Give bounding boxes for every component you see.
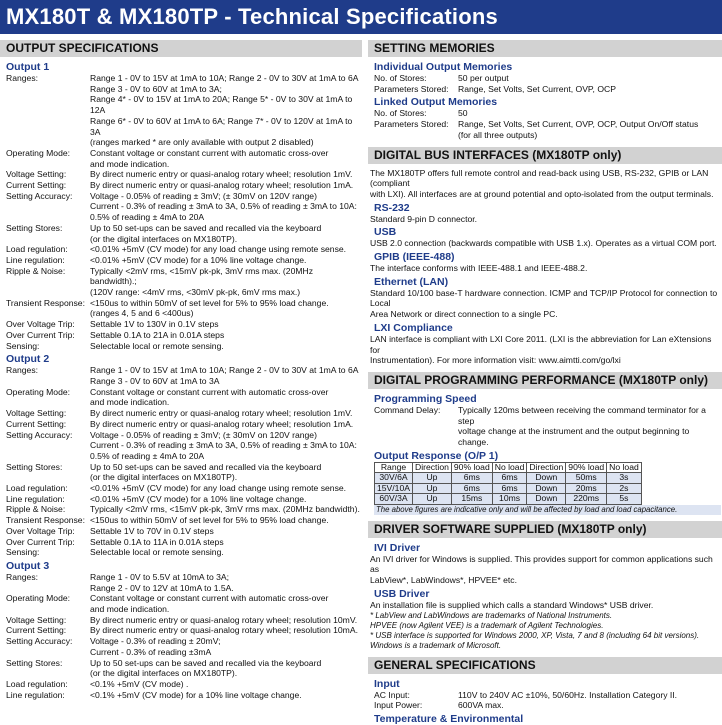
bus-interface-title: Ethernet (LAN) (374, 275, 449, 288)
output3-spec-row (0, 679, 362, 690)
spec-value: 50 (458, 108, 468, 119)
output2-spec-row (0, 504, 362, 515)
table-cell: 15V/10A (375, 483, 413, 494)
spec-value: By direct numeric entry or quasi-analog rotary wheel; resolution 10mA. (90, 625, 358, 636)
output2-spec-row (0, 537, 362, 548)
spec-label: Over Voltage Trip: (6, 319, 75, 330)
spec-value: Selectable local or remote sensing. (90, 340, 224, 351)
spec-label: Over Current Trip: (6, 536, 75, 547)
spec-label: Voltage Setting: (6, 408, 67, 419)
spec-label: Setting Accuracy: (6, 190, 73, 201)
driver-software-heading: DRIVER SOFTWARE SUPPLIED (MX180TP only) (368, 521, 722, 538)
spec-label: Over Voltage Trip: (6, 525, 75, 536)
linked-memories-title: Linked Output Memories (374, 96, 498, 109)
output-response-title: Output Response (O/P 1) (374, 449, 499, 462)
output2-spec-row (0, 365, 362, 386)
output3-spec-row (0, 690, 362, 701)
output3-spec-row (0, 593, 362, 614)
spec-value: Range 1 - 0V to 15V at 1mA to 10A; Range 2 - 0V to 30V at 1mA to 6A Range 3 - 0V to 60V at 1mA to 3A; Range 4* - 0V to 15V at 1mA to 20A; Range 5* - 0V to 30V at 1mA to 12A Range 6* - 0V to 60V at 1mA to 6A; Range 7* - 0V to 120V at 1mA to 3A (ranges marked * are only available with output 2 disabled) (90, 73, 359, 148)
spec-label: No. of Stores: (374, 108, 427, 119)
spec-value: By direct numeric entry or quasi-analog rotary wheel; resolution 1mA. (90, 418, 354, 429)
spec-label: Parameters Stored: (374, 119, 449, 130)
spec-value: Voltage - 0.05% of reading ± 3mV; (± 30mV on 120V range) Current - 0.3% of reading ± 3mA to 3A, 0.5% of reading ± 3mA to 10A: 0.5% of reading ± 4mA to 20A (90, 190, 357, 223)
spec-label: Ripple & Noise: (6, 265, 66, 276)
spec-value: 600VA max. (458, 700, 504, 711)
spec-value: Voltage - 0.3% of reading ± 20mV; Current - 0.3% of reading ±3mA (90, 636, 221, 657)
spec-label: Setting Stores: (6, 461, 63, 472)
spec-value: <150us to within 50mV of set level for 5% to 95% load change. (90, 515, 329, 526)
output-response-table (374, 462, 642, 505)
spec-value: <0.1% +5mV (CV mode) for a 10% line voltage change. (90, 689, 302, 700)
spec-label: Load regulation: (6, 244, 68, 255)
spec-label: Setting Stores: (6, 222, 63, 233)
spec-value: By direct numeric entry or quasi-analog rotary wheel; resolution 1mA. (90, 180, 354, 191)
spec-label: Load regulation: (6, 678, 68, 689)
spec-label: Ranges: (6, 571, 39, 582)
spec-label: AC Input: (374, 689, 410, 700)
spec-value: By direct numeric entry or quasi-analog rotary wheel; resolution 1mV. (90, 169, 353, 180)
output3-spec-row (0, 615, 362, 626)
bus-interface-text: Standard 9-pin D connector. (370, 213, 478, 224)
bus-interface-title: RS-232 (374, 201, 410, 214)
spec-label: Current Setting: (6, 180, 67, 191)
table-cell: 10ms (492, 494, 527, 505)
table-header: No load (607, 462, 642, 473)
output1-spec-row (0, 169, 362, 180)
spec-label: No. of Stores: (374, 73, 427, 83)
table-row (375, 483, 642, 494)
spec-value: Range 1 - 0V to 15V at 1mA to 10A; Range 2 - 0V to 30V at 1mA to 6A Range 3 - 0V to 60V at 1mA to 3A (90, 365, 359, 386)
output2-spec-row (0, 408, 362, 419)
bus-interface-text: Standard 10/100 base-T hardware connection. ICMP and TCP/IP Protocol for connection to Local Area Network or direct connection to a single PC. (370, 287, 718, 320)
trademark-notes: * LabView and LabWindows are trademarks of National Instruments. HPVEE (now Agilent VEE) is a trademark of Agilent Technologies. * USB interface is supported for Windows 2000, XP, Vista, 7 and 8 (including 64 bit versions). Windows is a trademark of Microsoft. (370, 610, 700, 650)
spec-label: Operating Mode: (6, 386, 71, 397)
output1-spec-row (0, 148, 362, 169)
table-header: Range (375, 462, 413, 473)
spec-label: Over Current Trip: (6, 329, 75, 340)
table-cell: 6ms (492, 473, 527, 484)
spec-value: 50 per output (458, 73, 509, 83)
table-cell: 3s (607, 473, 642, 484)
output2-title: Output 2 (6, 353, 50, 366)
output2-spec-row (0, 494, 362, 505)
spec-label: Parameters Stored: (374, 83, 449, 94)
digital-bus-heading: DIGITAL BUS INTERFACES (MX180TP only) (368, 147, 722, 164)
programming-performance-heading: DIGITAL PROGRAMMING PERFORMANCE (MX180TP only) (368, 372, 722, 389)
title-bar (0, 0, 722, 34)
left-column (0, 40, 362, 700)
usb-driver-text: An installation file is supplied which calls a standard Windows* USB driver. (370, 599, 654, 610)
spec-value: <150us to within 50mV of set level for 5% to 95% load change. (ranges 4, 5 and 6 <400us) (90, 297, 329, 319)
spec-value: Range 1 - 0V to 5.5V at 10mA to 3A; Range 2 - 0V to 12V at 10mA to 1.5A. (90, 571, 234, 593)
output3-spec-row (0, 625, 362, 636)
output1-spec-row (0, 319, 362, 330)
command-delay-label: Command Delay: (374, 404, 441, 415)
output1-spec-row (0, 244, 362, 255)
spec-value: Selectable local or remote sensing. (90, 547, 224, 558)
table-cell: 50ms (566, 473, 607, 484)
spec-value: Typically <2mV rms, <15mV pk-pk, 3mV rms max. (20MHz bandwidth). (90, 504, 360, 515)
output3-spec-row (0, 636, 362, 657)
spec-label: Current Setting: (6, 418, 67, 429)
spec-label: Line regulation: (6, 493, 65, 504)
spec-label: Transient Response: (6, 515, 85, 526)
table-cell: 20ms (566, 483, 607, 494)
table-header: 90% load (451, 462, 492, 473)
output1-spec-row (0, 223, 362, 244)
temperature-title: Temperature & Environmental (374, 712, 524, 725)
spec-label: Setting Stores: (6, 657, 63, 668)
right-column (368, 40, 722, 725)
table-cell: 6ms (451, 483, 492, 494)
output1-spec-row (0, 298, 362, 319)
table-note: The above figures are indicative only and will be affected by load and load capacitance. (374, 505, 721, 515)
spec-value: Settable 1V to 70V in 0.1V steps (90, 525, 214, 536)
table-row (375, 494, 642, 505)
spec-value: Up to 50 set-ups can be saved and recalled via the keyboard (or the digital interfaces on MX180TP). (90, 657, 322, 679)
setting-memories-heading: SETTING MEMORIES (368, 40, 722, 57)
spec-value: <0.01% +5mV (CV mode) for a 10% line voltage change. (90, 493, 307, 504)
output2-spec-row (0, 483, 362, 494)
spec-label: Transient Response: (6, 297, 85, 308)
spec-label: Sensing: (6, 547, 40, 558)
table-cell: 2s (607, 483, 642, 494)
table-row (375, 473, 642, 484)
spec-value: Voltage - 0.05% of reading ± 3mV; (± 30mV on 120V range) Current - 0.3% of reading ± 3mA to 3A, 0.5% of reading ± 3mA to 10A: 0.5% of reading ± 4mA to 20A (90, 429, 357, 461)
table-cell: 60V/3A (375, 494, 413, 505)
spec-value: Constant voltage or constant current with automatic cross-over and mode indication. (90, 147, 329, 169)
table-header: Direction (527, 462, 566, 473)
spec-value: Constant voltage or constant current with automatic cross-over and mode indication. (90, 386, 329, 408)
bus-interface-text: LAN interface is compliant with LXI Core 2011. (LXI is the abbreviation for Lan eXtensions for Instrumentation). For more information visit: www.aimtti.com/go/lxi (370, 333, 712, 366)
individual-memory-row (368, 73, 722, 84)
bus-interface-title: GPIB (IEEE-488) (374, 251, 455, 264)
table-cell: 6ms (492, 483, 527, 494)
table-header: Direction (412, 462, 451, 473)
output3-spec-row (0, 572, 362, 593)
output1-spec-row (0, 191, 362, 223)
general-spec-row (368, 700, 722, 711)
output2-spec-row (0, 462, 362, 483)
output2-spec-row (0, 419, 362, 430)
output1-spec-row (0, 255, 362, 266)
output-specs-heading: OUTPUT SPECIFICATIONS (0, 40, 362, 57)
ivi-driver-title: IVI Driver (374, 541, 421, 554)
general-specs-heading: GENERAL SPECIFICATIONS (368, 657, 722, 674)
table-cell: Up (412, 494, 451, 505)
table-header: 90% load (566, 462, 607, 473)
individual-memory-row (368, 84, 722, 95)
output2-spec-row (0, 430, 362, 462)
ivi-driver-text: An IVI driver for Windows is supplied. This provides support for common applications such as LabView*, LabWindows*, HPVEE* etc. (370, 553, 713, 586)
table-cell: 5s (607, 494, 642, 505)
spec-label: Load regulation: (6, 483, 68, 494)
output1-spec-row (0, 341, 362, 352)
table-cell: 15ms (451, 494, 492, 505)
spec-value: 110V to 240V AC ±10%, 50/60Hz. Installation Category II. (458, 689, 678, 700)
spec-label: Setting Accuracy: (6, 429, 73, 440)
linked-memory-row (368, 119, 722, 140)
table-header: No load (492, 462, 527, 473)
spec-value: <0.1% +5mV (CV mode) . (90, 678, 189, 689)
spec-label: Voltage Setting: (6, 614, 67, 625)
table-cell: Down (527, 494, 566, 505)
spec-value: By direct numeric entry or quasi-analog rotary wheel; resolution 1mV. (90, 408, 353, 419)
output1-spec-row (0, 330, 362, 341)
general-spec-row (368, 690, 722, 701)
spec-value: <0.01% +5mV (CV mode) for any load change using remote sense. (90, 483, 347, 494)
spec-label: Line regulation: (6, 689, 65, 700)
command-delay-row (368, 405, 722, 448)
table-cell: Up (412, 473, 451, 484)
spec-value: By direct numeric entry or quasi-analog rotary wheel; resolution 10mV. (90, 614, 358, 625)
spec-label: Current Setting: (6, 625, 67, 636)
bus-intro: The MX180TP offers full remote control and read-back using USB, RS-232, GPIB or LAN (compliant with LXI). All interfaces are at ground potential and opto-isolated from the output terminals. (370, 167, 714, 199)
table-cell: Up (412, 483, 451, 494)
spec-value: Settable 1V to 130V in 0.1V steps (90, 319, 219, 330)
output1-spec-row (0, 73, 362, 148)
individual-memories-title: Individual Output Memories (374, 61, 513, 73)
spec-value: Typically <2mV rms, <15mV pk-pk, 3mV rms max. (20MHz bandwidth).; (120V range: <4mV rms, <30mV pk-pk, 6mV rms max.) (90, 265, 314, 298)
bus-interface-title: LXI Compliance (374, 321, 453, 334)
output2-spec-row (0, 515, 362, 526)
bus-interface-text: USB 2.0 connection (backwards compatible with USB 1.x). Operates as a virtual COM port. (370, 238, 717, 249)
output3-title: Output 3 (6, 559, 50, 572)
programming-speed-title: Programming Speed (374, 392, 477, 405)
table-cell: Down (527, 473, 566, 484)
output3-spec-row (0, 658, 362, 679)
spec-value: Settable 0.1A to 11A in 0.01A steps (90, 536, 224, 547)
bus-interface-title: USB (374, 226, 397, 239)
output1-title: Output 1 (6, 61, 50, 73)
output2-spec-row (0, 387, 362, 408)
input-title: Input (374, 677, 400, 690)
spec-label: Operating Mode: (6, 147, 71, 158)
spec-label: Operating Mode: (6, 593, 71, 604)
spec-value: Constant voltage or constant current with automatic cross-over and mode indication. (90, 593, 329, 615)
spec-value: Up to 50 set-ups can be saved and recalled via the keyboard (or the digital interfaces on MX180TP). (90, 461, 322, 483)
spec-label: Sensing: (6, 340, 40, 351)
spec-label: Ranges: (6, 73, 39, 83)
spec-value: Settable 0.1A to 21A in 0.01A steps (90, 329, 225, 340)
spec-value: <0.01% +5mV (CV mode) for a 10% line voltage change. (90, 254, 307, 265)
spec-label: Setting Accuracy: (6, 636, 73, 647)
output1-spec-row (0, 266, 362, 298)
spec-label: Voltage Setting: (6, 169, 67, 180)
spec-value: <0.01% +5mV (CV mode) for any load change using remote sense. (90, 244, 347, 255)
spec-value: Up to 50 set-ups can be saved and recalled via the keyboard (or the digital interfaces on MX180TP). (90, 222, 322, 244)
table-cell: 220ms (566, 494, 607, 505)
linked-memory-row (368, 108, 722, 119)
page-title: MX180T & MX180TP - Technical Specifications (6, 4, 498, 29)
spec-label: Line regulation: (6, 254, 65, 265)
output2-spec-row (0, 526, 362, 537)
spec-label: Ranges: (6, 365, 39, 376)
table-cell: Down (527, 483, 566, 494)
output2-spec-row (0, 547, 362, 558)
table-cell: 6ms (451, 473, 492, 484)
usb-driver-title: USB Driver (374, 587, 430, 600)
output1-spec-row (0, 180, 362, 191)
spec-value: Range, Set Volts, Set Current, OVP, OCP, Output On/Off status (for all three outputs) (458, 119, 699, 140)
table-cell: 30V/6A (375, 473, 413, 484)
spec-label: Input Power: (374, 700, 423, 711)
spec-value: Range, Set Volts, Set Current, OVP, OCP (458, 83, 616, 94)
command-delay-value: Typically 120ms between receiving the command terminator for a step voltage change at the instrument and the output beginning to change. (458, 404, 706, 448)
bus-interface-text: The interface conforms with IEEE-488.1 and IEEE-488.2. (370, 263, 588, 274)
spec-label: Ripple & Noise: (6, 504, 66, 515)
